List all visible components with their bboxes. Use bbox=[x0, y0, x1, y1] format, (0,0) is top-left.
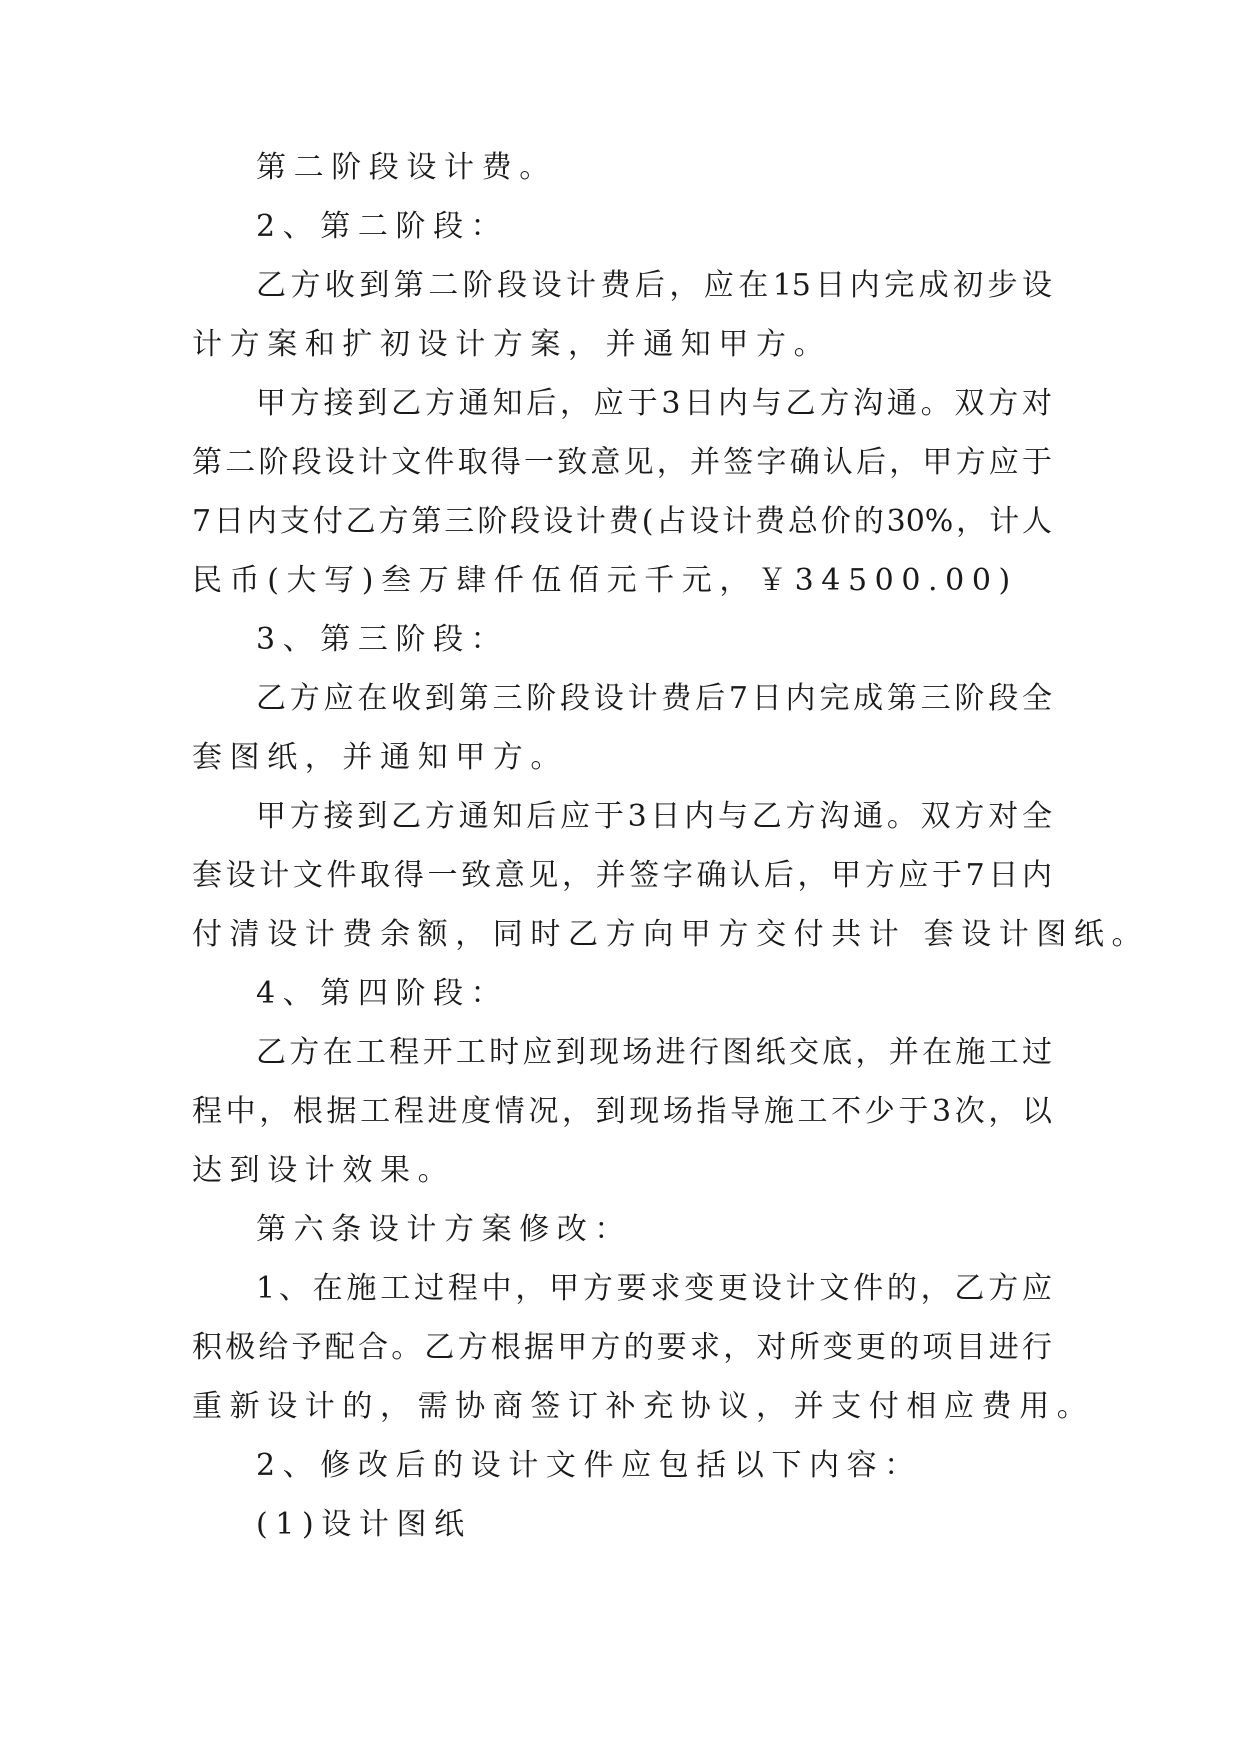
text-line: 4、第四阶段： bbox=[256, 976, 509, 1011]
text-line: 第六条设计方案修改： bbox=[256, 1212, 632, 1247]
text-line: 计方案和扩初设计方案，并通知甲方。 bbox=[192, 327, 832, 362]
text-line: 甲方接到乙方通知后应于3日内与乙方沟通。双方对全 bbox=[256, 799, 1052, 834]
text-line: 乙方应在收到第三阶段设计费后7日内完成第三阶段全 bbox=[256, 681, 1052, 716]
text-line: 达到设计效果。 bbox=[192, 1153, 456, 1188]
text-line: 付清设计费余额，同时乙方向甲方交付共计 套设计图纸。 bbox=[192, 917, 1150, 952]
text-line: 第二阶段设计费。 bbox=[256, 150, 557, 185]
text-line: 7日内支付乙方第三阶段设计费(占设计费总价的30%，计人 bbox=[192, 504, 1052, 539]
text-line: 程中，根据工程进度情况，到现场指导施工不少于3次，以 bbox=[192, 1094, 1052, 1129]
text-line: 3、第三阶段： bbox=[256, 622, 509, 657]
text-line: 民币(大写)叁万肆仟伍佰元千元，￥34500.00) bbox=[192, 563, 1018, 598]
text-line: 1、在施工过程中，甲方要求变更设计文件的，乙方应 bbox=[256, 1271, 1052, 1306]
text-line: 套设计文件取得一致意见，并签字确认后，甲方应于7日内 bbox=[192, 858, 1052, 893]
text-line: 第二阶段设计文件取得一致意见，并签字确认后，甲方应于 bbox=[192, 445, 1052, 480]
text-line: 乙方收到第二阶段设计费后，应在15日内完成初步设 bbox=[256, 268, 1052, 303]
text-line: 重新设计的，需协商签订补充协议，并支付相应费用。 bbox=[192, 1389, 1095, 1424]
text-line: 套图纸，并通知甲方。 bbox=[192, 740, 568, 775]
text-line: (1)设计图纸 bbox=[256, 1507, 472, 1542]
text-line: 甲方接到乙方通知后，应于3日内与乙方沟通。双方对 bbox=[256, 386, 1052, 421]
text-line: 乙方在工程开工时应到现场进行图纸交底，并在施工过 bbox=[256, 1035, 1052, 1070]
text-line: 2、第二阶段： bbox=[256, 209, 509, 244]
text-line: 2、修改后的设计文件应包括以下内容： bbox=[256, 1448, 922, 1483]
text-line: 积极给予配合。乙方根据甲方的要求，对所变更的项目进行 bbox=[192, 1330, 1052, 1365]
